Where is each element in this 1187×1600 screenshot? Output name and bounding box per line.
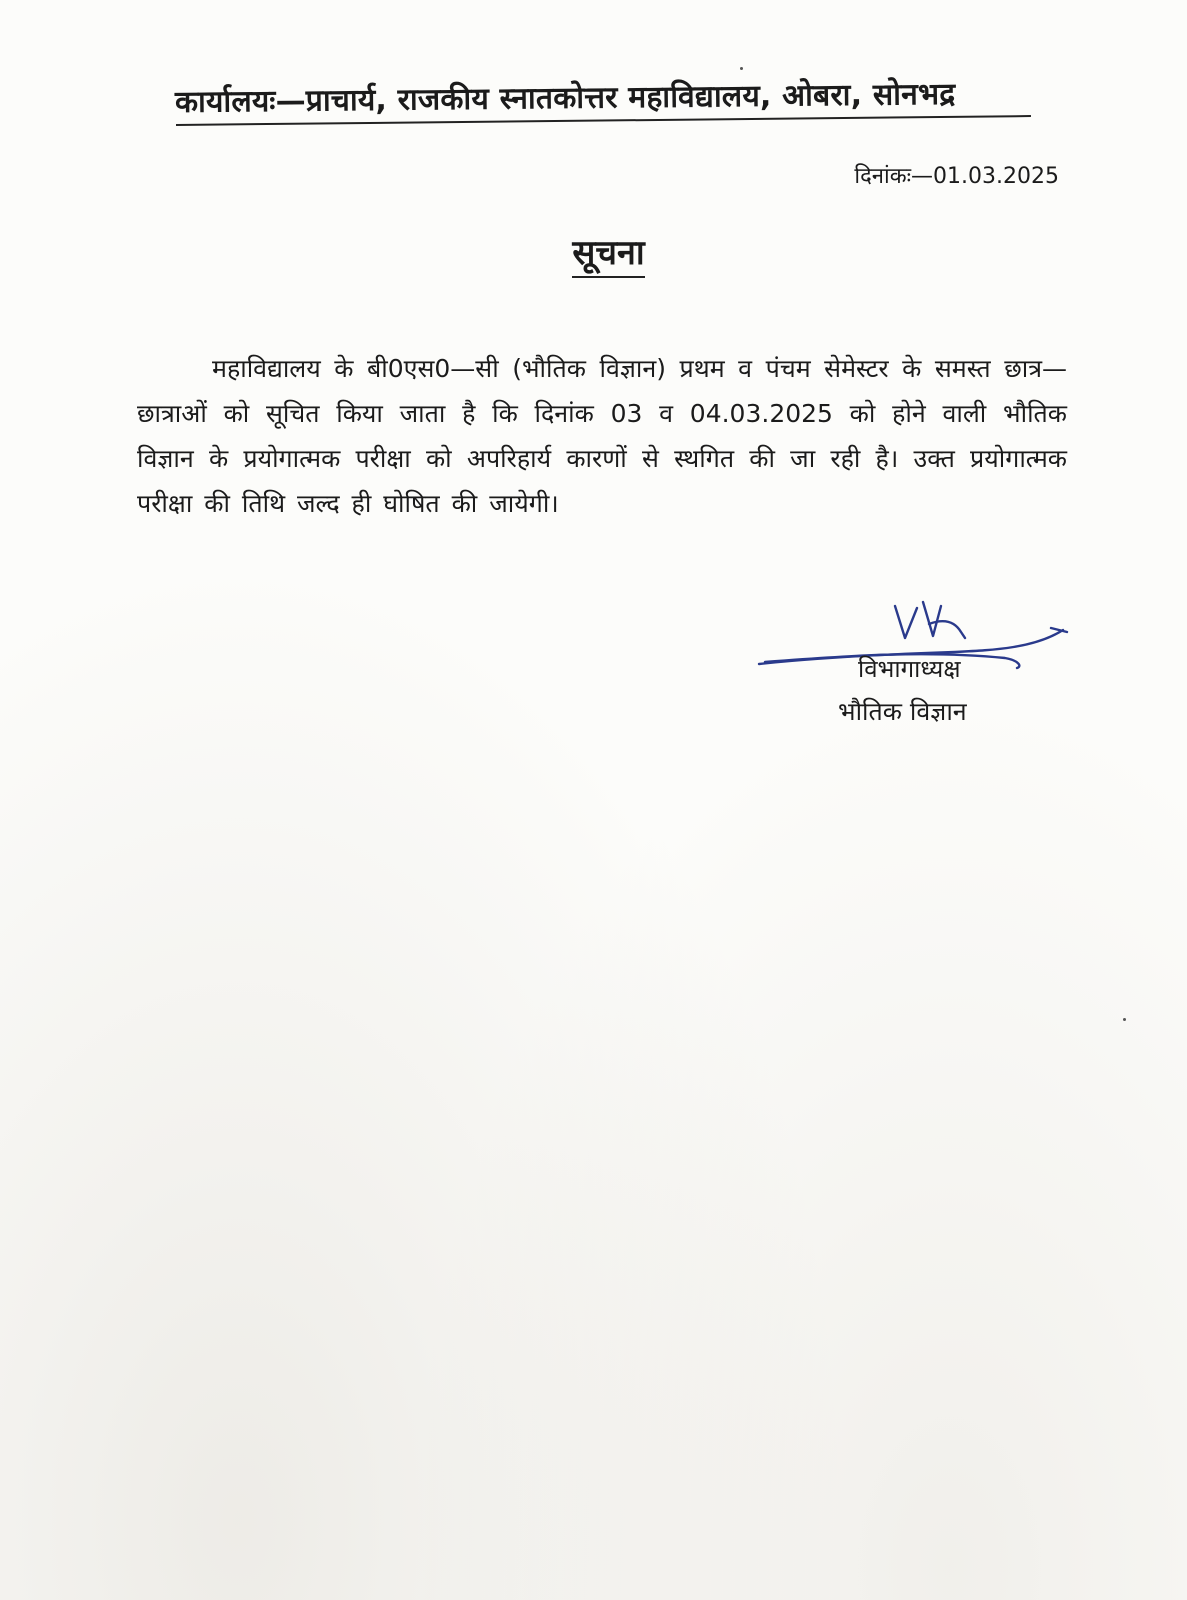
- paper-speck: [740, 67, 743, 70]
- notice-body: महाविद्यालय के बी0एस0—सी (भौतिक विज्ञान) प्रथम व पंचम सेमेस्टर के समस्त छात्र—छात्राओं को सूचित किया जाता है कि दिनांक 03 व 04.03.2025 को होने वाली भौतिक विज्ञान के प्रयोगात्मक परीक्षा को अपरिहार्य कारणों से स्थगित की जा रही है। उक्त प्रयोगात्मक परीक्षा की तिथि जल्द ही घोषित की जायेगी।: [137, 354, 1067, 518]
- notice-date: दिनांकः—01.03.2025: [854, 164, 1059, 189]
- notice-title: सूचना: [572, 228, 644, 278]
- signatory-department: भौतिक विज्ञान: [838, 697, 967, 726]
- signatory-designation: विभागाध्यक्ष: [858, 655, 961, 683]
- notice-title-wrapper: [0, 228, 1187, 278]
- paper-speck: [1123, 1018, 1126, 1021]
- office-header: कार्यालयः—प्राचार्य, राजकीय स्नातकोत्तर महाविद्यालय, ओबरा, सोनभद्र: [174, 76, 956, 120]
